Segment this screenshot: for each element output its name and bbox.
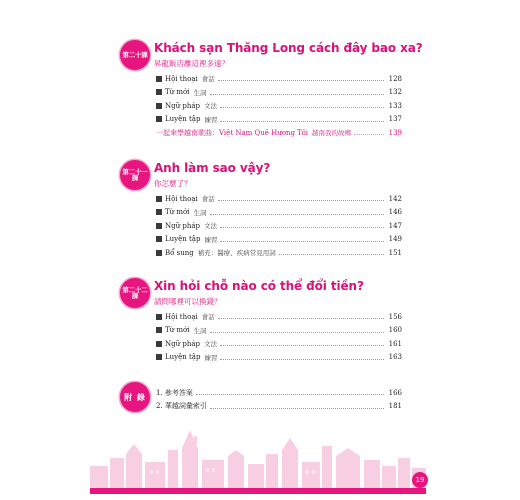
lesson-toc-list [156, 192, 402, 260]
toc-row[interactable] [156, 310, 402, 324]
toc-vn: Hội thoại [165, 194, 198, 203]
dot-leader [218, 318, 384, 319]
lesson-toc-list [156, 310, 402, 364]
toc-zh: 文法 [203, 102, 217, 111]
lesson-subtitle: 昇龍飯店離這裡多遠？ [154, 59, 229, 68]
toc-row[interactable] [156, 219, 402, 233]
toc-zh: 會話 [201, 75, 215, 84]
toc-page-number: 133 [388, 101, 402, 110]
toc-zh: 練習 [204, 115, 218, 124]
toc-page-number: 181 [388, 402, 402, 411]
toc-page-number: 128 [388, 74, 402, 83]
lesson-badge: 第二十一課 [120, 160, 150, 190]
toc-vn: Luyện tập [165, 235, 201, 244]
toc-vn: Hội thoại [165, 312, 198, 321]
toc-zh: 文法 [203, 340, 217, 349]
lesson-20 [120, 40, 423, 138]
toc-zh: 練習 [204, 235, 218, 244]
page-number: 19 [412, 472, 428, 488]
toc-vn: 一起來學越南歌曲：Việt Nam Quê Hương Tôi [156, 128, 309, 137]
lesson-badge: 第二十二課 [120, 278, 150, 308]
dot-leader [220, 345, 384, 346]
toc-vn: Từ mới [165, 88, 190, 97]
bullet-icon [156, 327, 162, 333]
toc-page-number: 147 [388, 221, 402, 230]
toc-vn: Ngữ pháp [165, 339, 200, 348]
toc-zh: 生詞 [193, 326, 207, 335]
dot-leader [210, 332, 385, 333]
dot-leader [196, 394, 384, 395]
toc-page-number: 163 [388, 353, 402, 362]
toc-page-number: 132 [388, 88, 402, 97]
toc-zh: 練習 [204, 353, 218, 362]
toc-zh: 會話 [201, 195, 215, 204]
toc-page-number: 137 [388, 115, 402, 124]
toc-vn: 2. 華越詞彙索引 [156, 402, 207, 411]
toc-zh: 生詞 [193, 208, 207, 217]
toc-vn: Bổ sung [165, 248, 194, 257]
dot-leader [279, 254, 384, 255]
toc-row[interactable] [156, 337, 402, 351]
toc-zh: 文法 [203, 222, 217, 231]
dot-leader [354, 134, 384, 135]
dot-leader [218, 80, 384, 81]
toc-zh: 補充：醫療、疾病常見用詞 [197, 249, 276, 258]
toc-row[interactable] [156, 192, 402, 206]
toc-page-number: 149 [388, 235, 402, 244]
bullet-icon [156, 116, 162, 122]
toc-row[interactable] [156, 206, 402, 220]
bullet-icon [156, 341, 162, 347]
toc-zh: 生詞 [193, 88, 207, 97]
bullet-icon [156, 209, 162, 215]
lesson-badge: 第二十課 [120, 40, 150, 70]
toc-row[interactable] [156, 72, 402, 86]
lesson-22 [120, 278, 420, 362]
bullet-icon [156, 223, 162, 229]
toc-row[interactable] [156, 386, 402, 400]
bullet-icon [156, 103, 162, 109]
dot-leader [220, 227, 384, 228]
toc-row[interactable] [156, 400, 402, 414]
city-skyline-illustration [90, 420, 426, 490]
toc-vn: Từ mới [165, 326, 190, 335]
dot-leader [220, 359, 384, 360]
lesson-21 [120, 160, 420, 258]
toc-row[interactable] [156, 324, 402, 338]
appendix-toc-list [156, 386, 402, 413]
dot-leader [210, 214, 385, 215]
lesson-title: Xin hỏi chỗ nào có thể đổi tiền? [154, 279, 364, 293]
appendix-badge: 附 錄 [120, 382, 150, 412]
toc-vn: Luyện tập [165, 353, 201, 362]
dot-leader [218, 200, 384, 201]
bottom-bar [90, 488, 426, 494]
toc-vn: Luyện tập [165, 115, 201, 124]
lesson-title: Khách sạn Thăng Long cách đây bao xa? [154, 41, 423, 55]
toc-row[interactable] [156, 99, 402, 113]
dot-leader [220, 121, 384, 122]
lesson-toc-list [156, 72, 402, 140]
toc-page-number: 139 [388, 128, 402, 137]
toc-page-number: 160 [388, 326, 402, 335]
toc-vn: Ngữ pháp [165, 101, 200, 110]
bullet-icon [156, 76, 162, 82]
toc-vn: Từ mới [165, 208, 190, 217]
bullet-icon [156, 89, 162, 95]
bullet-icon [156, 196, 162, 202]
toc-page-number: 151 [388, 248, 402, 257]
toc-page-number: 156 [388, 312, 402, 321]
bullet-icon [156, 250, 162, 256]
toc-row[interactable] [156, 233, 402, 247]
lesson-title: Anh làm sao vậy? [154, 161, 271, 175]
toc-row[interactable] [156, 113, 402, 127]
dot-leader [210, 408, 384, 409]
toc-row[interactable] [156, 351, 402, 365]
lesson-subtitle: 請問哪裡可以換錢？ [154, 297, 222, 306]
lesson-subtitle: 你怎麼了？ [154, 179, 192, 188]
toc-vn: 1. 參考答案 [156, 388, 193, 397]
toc-zh: 會話 [201, 313, 215, 322]
dot-leader [210, 94, 385, 95]
toc-page-number: 142 [388, 194, 402, 203]
toc-row[interactable] [156, 86, 402, 100]
toc-row[interactable] [156, 246, 402, 260]
toc-page-number: 166 [388, 388, 402, 397]
toc-vn: Hội thoại [165, 74, 198, 83]
toc-zh: 越南我的故鄉 [312, 129, 352, 138]
bullet-icon [156, 314, 162, 320]
bullet-icon [156, 354, 162, 360]
toc-vn: Ngữ pháp [165, 221, 200, 230]
dot-leader [220, 107, 384, 108]
toc-page-number: 161 [388, 339, 402, 348]
dot-leader [220, 241, 384, 242]
toc-row-song[interactable] [156, 126, 402, 140]
bullet-icon [156, 236, 162, 242]
toc-page-number: 146 [388, 208, 402, 217]
